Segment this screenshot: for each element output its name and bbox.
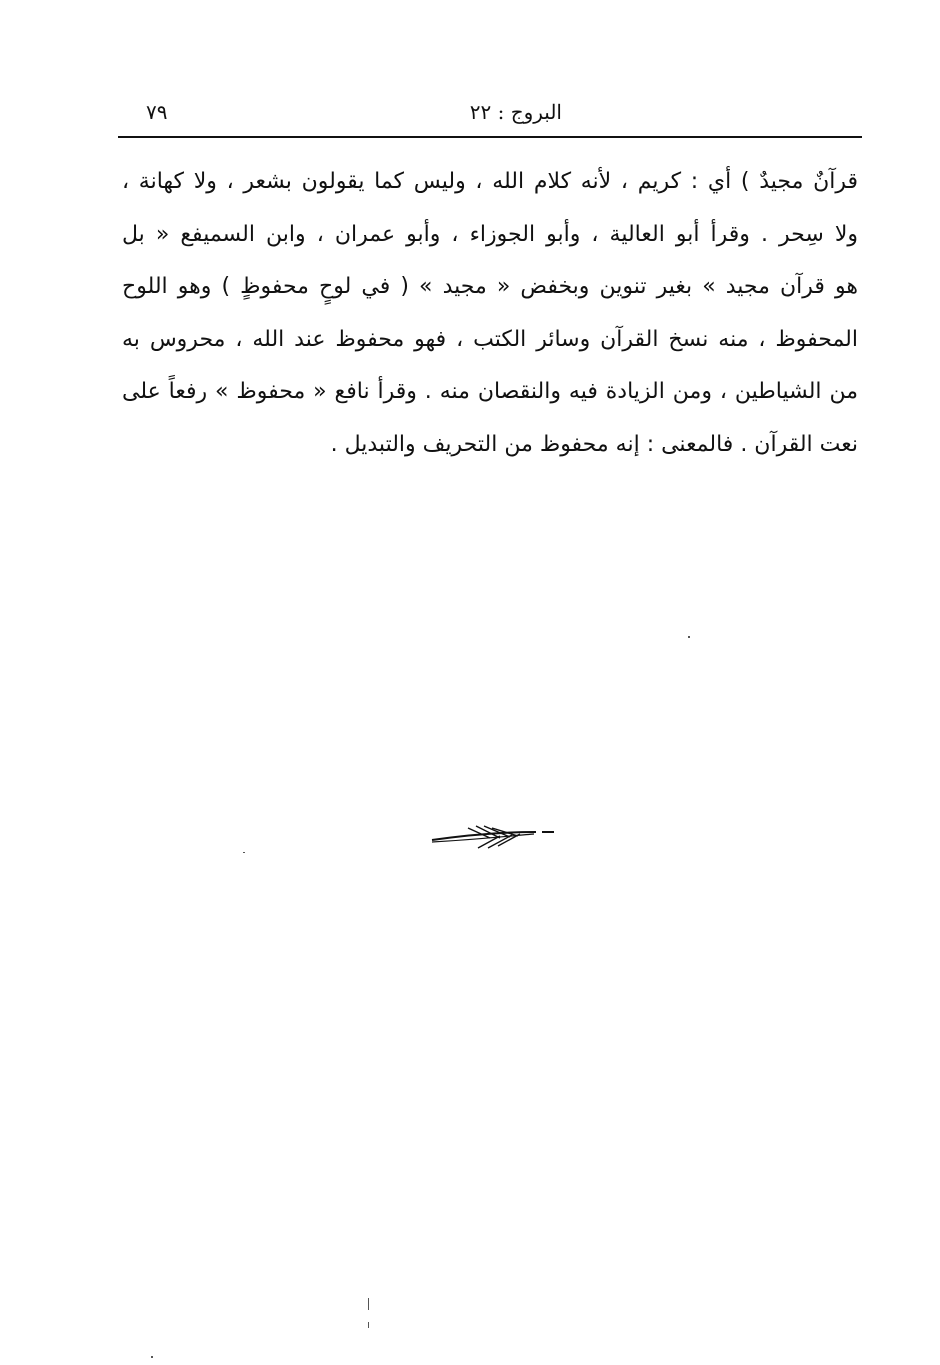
- text-line-5: من الشياطين ، ومن الزيادة فيه والنقصان منه . وقرأ نافع « محفوظ » رفعاً على: [122, 379, 858, 404]
- text-line-3: هو قرآن مجيد » بغير تنوين وبخفض « مجيد » ( في لوحٍ محفوظٍ ) وهو اللوح: [122, 274, 858, 299]
- running-header: [118, 96, 862, 130]
- header-divider: [118, 136, 862, 138]
- commentary-paragraph: [122, 156, 858, 471]
- text-line-6: نعت القرآن . فالمعنى : إنه محفوظ من التحريف والتبديل .: [330, 431, 858, 457]
- text-line-2: ولا سِحر . وقرأ أبو العالية ، وأبو الجوزاء ، وأبو عمران ، وابن السميفع « بل: [122, 221, 858, 247]
- chapter-verse-title: البروج : ٢٢: [469, 100, 562, 124]
- text-line-4: المحفوظ ، منه نسخ القرآن وسائر الكتب ، فهو محفوظ عند الله ، محروس به: [122, 326, 858, 352]
- end-ornament-icon: [430, 822, 556, 850]
- scan-speck: [688, 636, 690, 638]
- scan-speck: [243, 852, 245, 853]
- page-number: ٧٩: [146, 100, 168, 124]
- text-line-1: قرآنٌ مجيدٌ ) أي : كريم ، لأنه كلام الله ، وليس كما يقولون بشعر ، ولا كهانة ،: [122, 169, 858, 194]
- scan-speck: [151, 1356, 153, 1358]
- scan-speck: [368, 1322, 369, 1328]
- scan-speck: [368, 1298, 369, 1310]
